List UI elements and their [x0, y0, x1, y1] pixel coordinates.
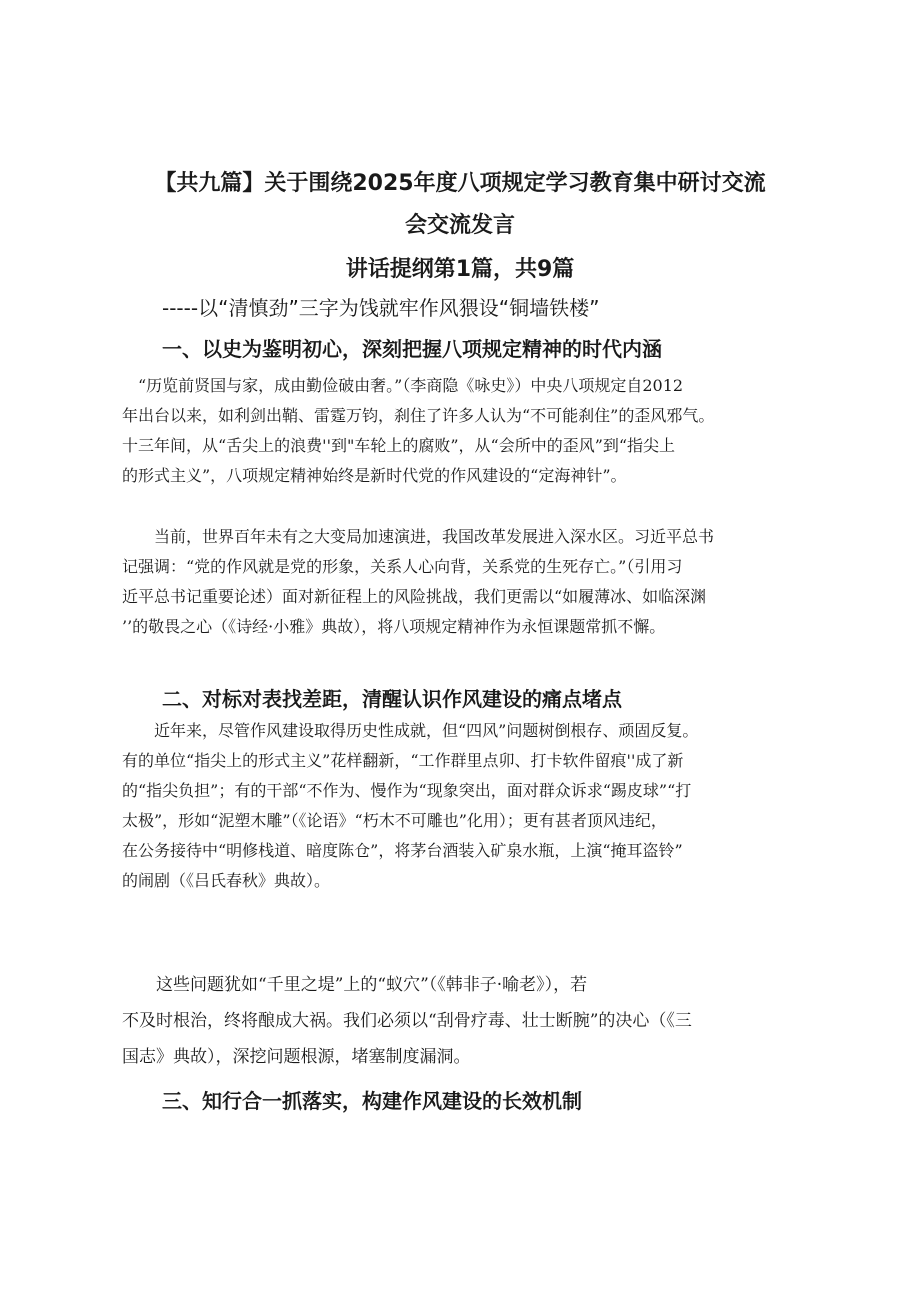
- paragraph-line: “历览前贤国与家，成由勤俭破由奢。”（李商隐《咏史》）中央八项规定自2012: [122, 376, 684, 395]
- paragraph-line: 的形式主义”，八项规定精神始终是新时代党的作风建设的“定海神针”。: [122, 466, 627, 485]
- paragraph-line: 不及时根治，终将酿成大祸。我们必须以“刮骨疗毒、壮士断腕”的决心（《三: [122, 1011, 692, 1031]
- document-title-line-2: 会交流发言: [404, 213, 515, 238]
- paragraph-line: 太极”，形如“泥塑木雕”（《论语》“朽木不可雕也”化用）；更有甚者顶风违纪，: [122, 811, 667, 830]
- paragraph-line: ’’的敬畏之心（《诗经·小雅》典故），将八项规定精神作为永恒课题常抓不懈。: [122, 617, 666, 636]
- paragraph-line: 当前，世界百年未有之大变局加速演进，我国改革发展进入深水区。习近平总书: [122, 527, 715, 546]
- paragraph-4: [122, 967, 822, 1075]
- paragraph-1: [122, 371, 822, 491]
- paragraph-line: 在公务接待中“明修栈道、暗度陈仓”，将茅台酒装入矿泉水瓶，上演“掩耳盗铃”: [122, 841, 683, 860]
- document-title-line-1: 【共九篇】关于围绕2025年度八项规定学习教育集中研讨交流: [154, 171, 766, 196]
- paragraph-line: 近平总书记重要论述）面对新征程上的风险挑战，我们更需以“如履薄冰、如临深渊: [122, 587, 707, 606]
- paragraph-line: 年出台以来，如利剑出鞘、雷霆万钧，刹住了许多人认为“不可能刹住”的歪风邪气。: [122, 406, 715, 425]
- paragraph-line: 记强调：“党的作风就是党的形象，关系人心向背，关系党的生死存亡。”（引用习: [122, 557, 683, 576]
- paragraph-line: 近年来，尽管作风建设取得历史性成就，但“四风”问题树倒根存、顽固反复。: [122, 721, 699, 740]
- document-subtitle: -----以“清慎劲”三字为饯就牢作风猥设“铜墙铁楼”: [162, 296, 600, 320]
- paragraph-line: 的闹剧（《吕氏春秋》典故）。: [122, 871, 331, 890]
- paragraph-line: 十三年间，从“舌尖上的浪费''到"车轮上的腐败”，从“会所中的歪风”到“指尖上: [122, 436, 676, 455]
- paragraph-line: 有的单位“指尖上的形式主义”花样翻新，“工作群里点卯、打卡软件留痕''成了新: [122, 751, 684, 770]
- paragraph-2: [122, 522, 822, 642]
- paragraph-line: 国志》典故），深挖问题根源，堵塞制度漏洞。: [122, 1047, 471, 1067]
- section-heading-1: 一、以史为鉴明初心，深刻把握八项规定精神的时代内涵: [162, 337, 662, 361]
- section-heading-2: 二、对标对表找差距，清醒认识作风建设的痛点堵点: [162, 687, 622, 711]
- paragraph-line: 这些问题犹如“千里之堤”上的“蚁穴”（《韩非子·喻老》），若: [122, 975, 588, 995]
- document-title-line-3: 讲话提纲第1篇，共9篇: [345, 257, 575, 282]
- section-heading-3: 三、知行合一抓落实，构建作风建设的长效机制: [162, 1089, 582, 1113]
- paragraph-line: 的“指尖负担”；有的干部“不作为、慢作为“现象突出，面对群众诉求“踢皮球”“打: [122, 781, 692, 800]
- paragraph-3: [122, 716, 822, 896]
